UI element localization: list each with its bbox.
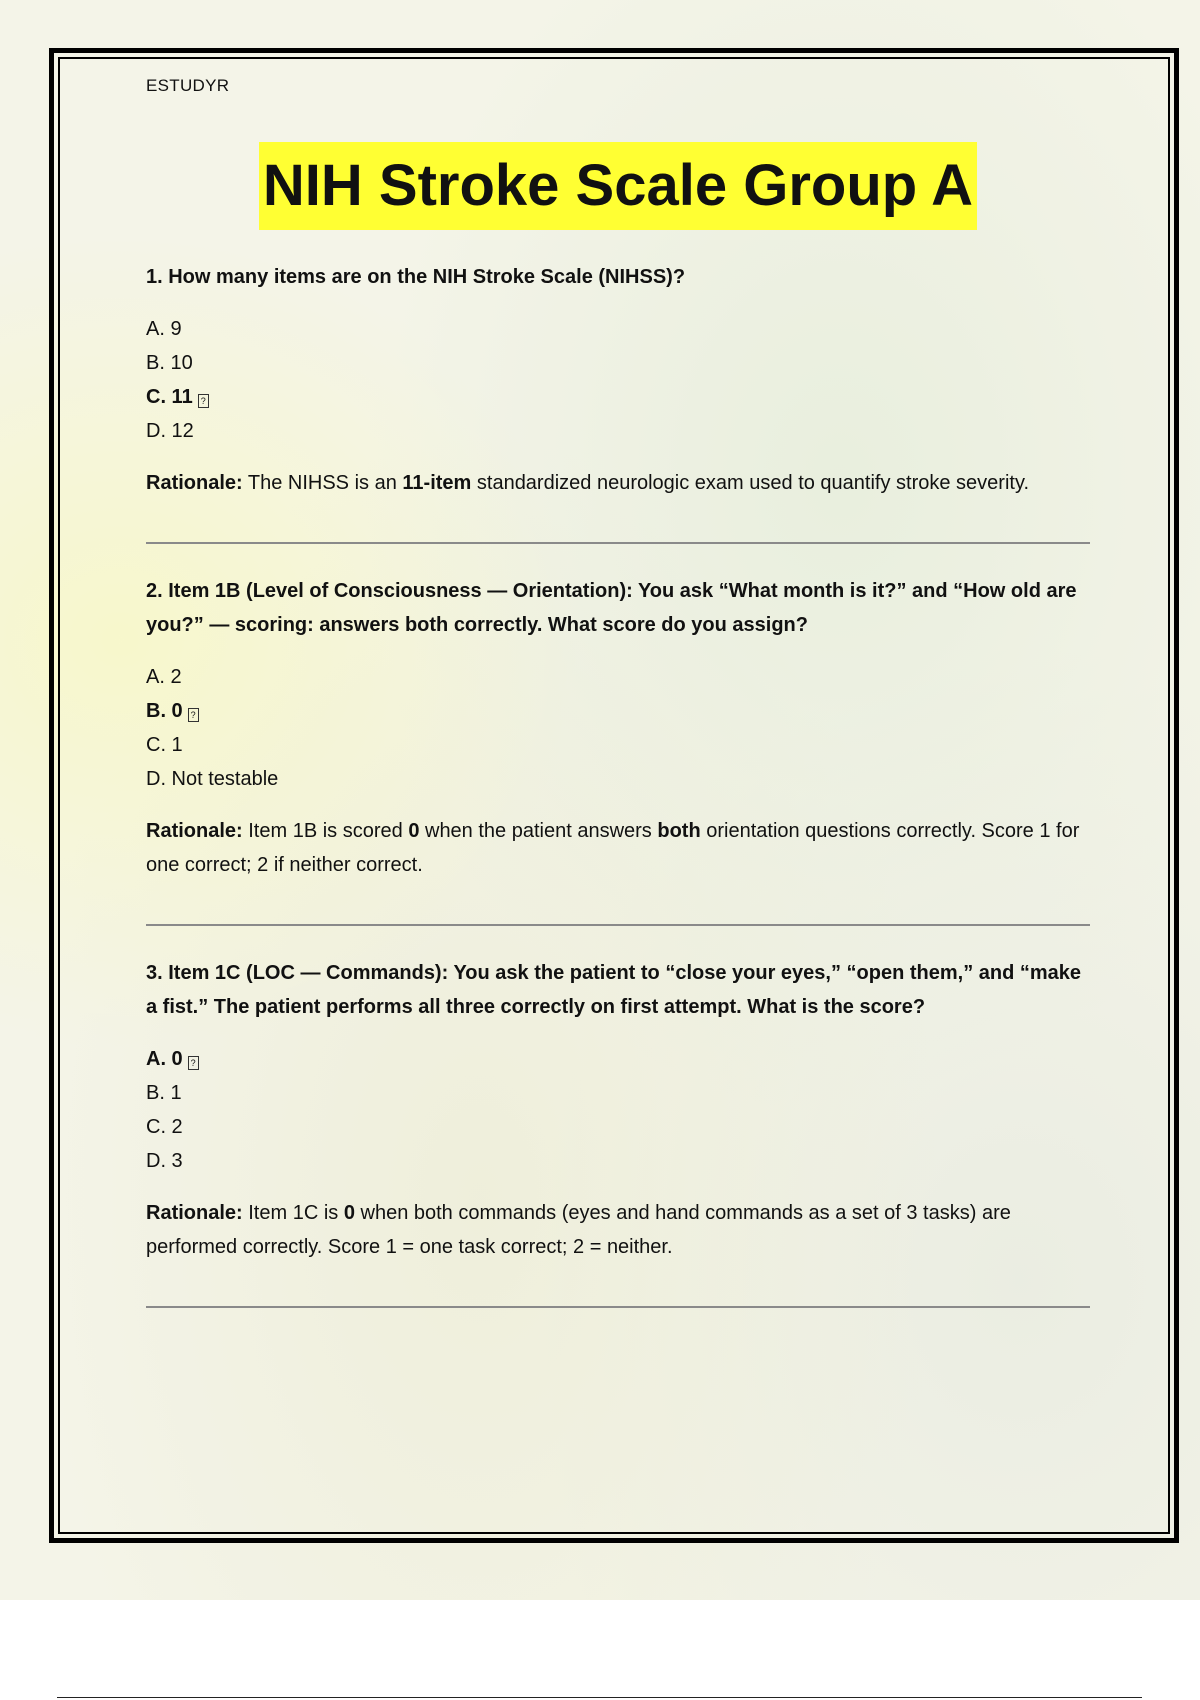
answer-options [146,312,1090,448]
answer-options [146,1042,1090,1178]
answer-option-label: C. 2 [146,1116,183,1138]
title-container [146,142,1090,230]
document-content [146,62,1090,1308]
page-title: NIH Stroke Scale Group A [259,142,977,230]
answer-option [146,1076,1090,1110]
question-block [146,574,1090,926]
rationale-text [146,1196,1090,1264]
answer-option [146,660,1090,694]
rationale-segment: when both commands (eyes and hand commands as a set of 3 tasks) are performed correctly. Score 1 = one task correct; 2 = neither. [146,1202,1011,1258]
answer-option-label: A. 9 [146,318,182,340]
answer-option [146,312,1090,346]
answer-option [146,728,1090,762]
answer-option-label: A. 0 [146,1048,183,1070]
rationale-emphasis: 0 [343,1202,355,1224]
rationale-emphasis: 0 [408,820,420,842]
rationale-emphasis: both [657,820,701,842]
answer-option-correct [146,1042,1090,1076]
brand-header: ESTUDYR [146,76,230,95]
footer-divider [57,1697,1142,1698]
answer-option-label: B. 0 [146,700,183,722]
answer-option [146,1144,1090,1178]
answer-option [146,1110,1090,1144]
question-text: 3. Item 1C (LOC — Commands): You ask the patient to “close your eyes,” “open them,” and “make a fist.” The patient performs all three correctly on first attempt. What is the score? [146,962,1082,1018]
rationale-text [146,466,1090,500]
answer-option-label: C. 11 [146,386,193,408]
rationale-segment: Item 1B is scored [242,820,409,842]
rationale-emphasis: Rationale: [146,820,243,842]
question-block [146,260,1090,544]
rationale-emphasis: 11-item [402,472,472,494]
rationale-segment: when the patient answers [419,820,658,842]
section-divider [146,542,1090,544]
rationale-text [146,814,1090,882]
rationale-segment: orientation questions correctly. Score 1 for one correct; 2 if neither correct. [146,820,1080,876]
rationale-segment: Item 1C is [242,1202,344,1224]
rationale-segment: The NIHSS is an [242,472,403,494]
answer-option [146,414,1090,448]
rationale-emphasis: Rationale: [146,1202,243,1224]
checkbox-glyph-icon: ? [188,1056,199,1070]
section-divider [146,924,1090,926]
answer-option-label: D. 12 [146,420,194,442]
answer-options [146,660,1090,796]
question-text: 1. How many items are on the NIH Stroke Scale (NIHSS)? [146,266,686,288]
answer-option [146,762,1090,796]
answer-option-correct [146,694,1090,728]
answer-option-label: C. 1 [146,734,183,756]
question-text: 2. Item 1B (Level of Consciousness — Orientation): You ask “What month is it?” and “How old are you?” — scoring: answers both correctly. What score do you assign? [146,580,1077,636]
question-block [146,956,1090,1308]
answer-option-label: A. 2 [146,666,182,688]
checkbox-glyph-icon: ? [188,708,199,722]
answer-option-label: B. 1 [146,1082,182,1104]
answer-option-correct [146,380,1090,414]
rationale-emphasis: Rationale: [146,472,243,494]
answer-option-label: D. 3 [146,1150,183,1172]
question-list [146,260,1090,1308]
answer-option [146,346,1090,380]
checkbox-glyph-icon: ? [198,394,209,408]
answer-option-label: B. 10 [146,352,193,374]
answer-option-label: D. Not testable [146,768,279,790]
section-divider [146,1306,1090,1308]
rationale-segment: standardized neurologic exam used to quantify stroke severity. [471,472,1030,494]
